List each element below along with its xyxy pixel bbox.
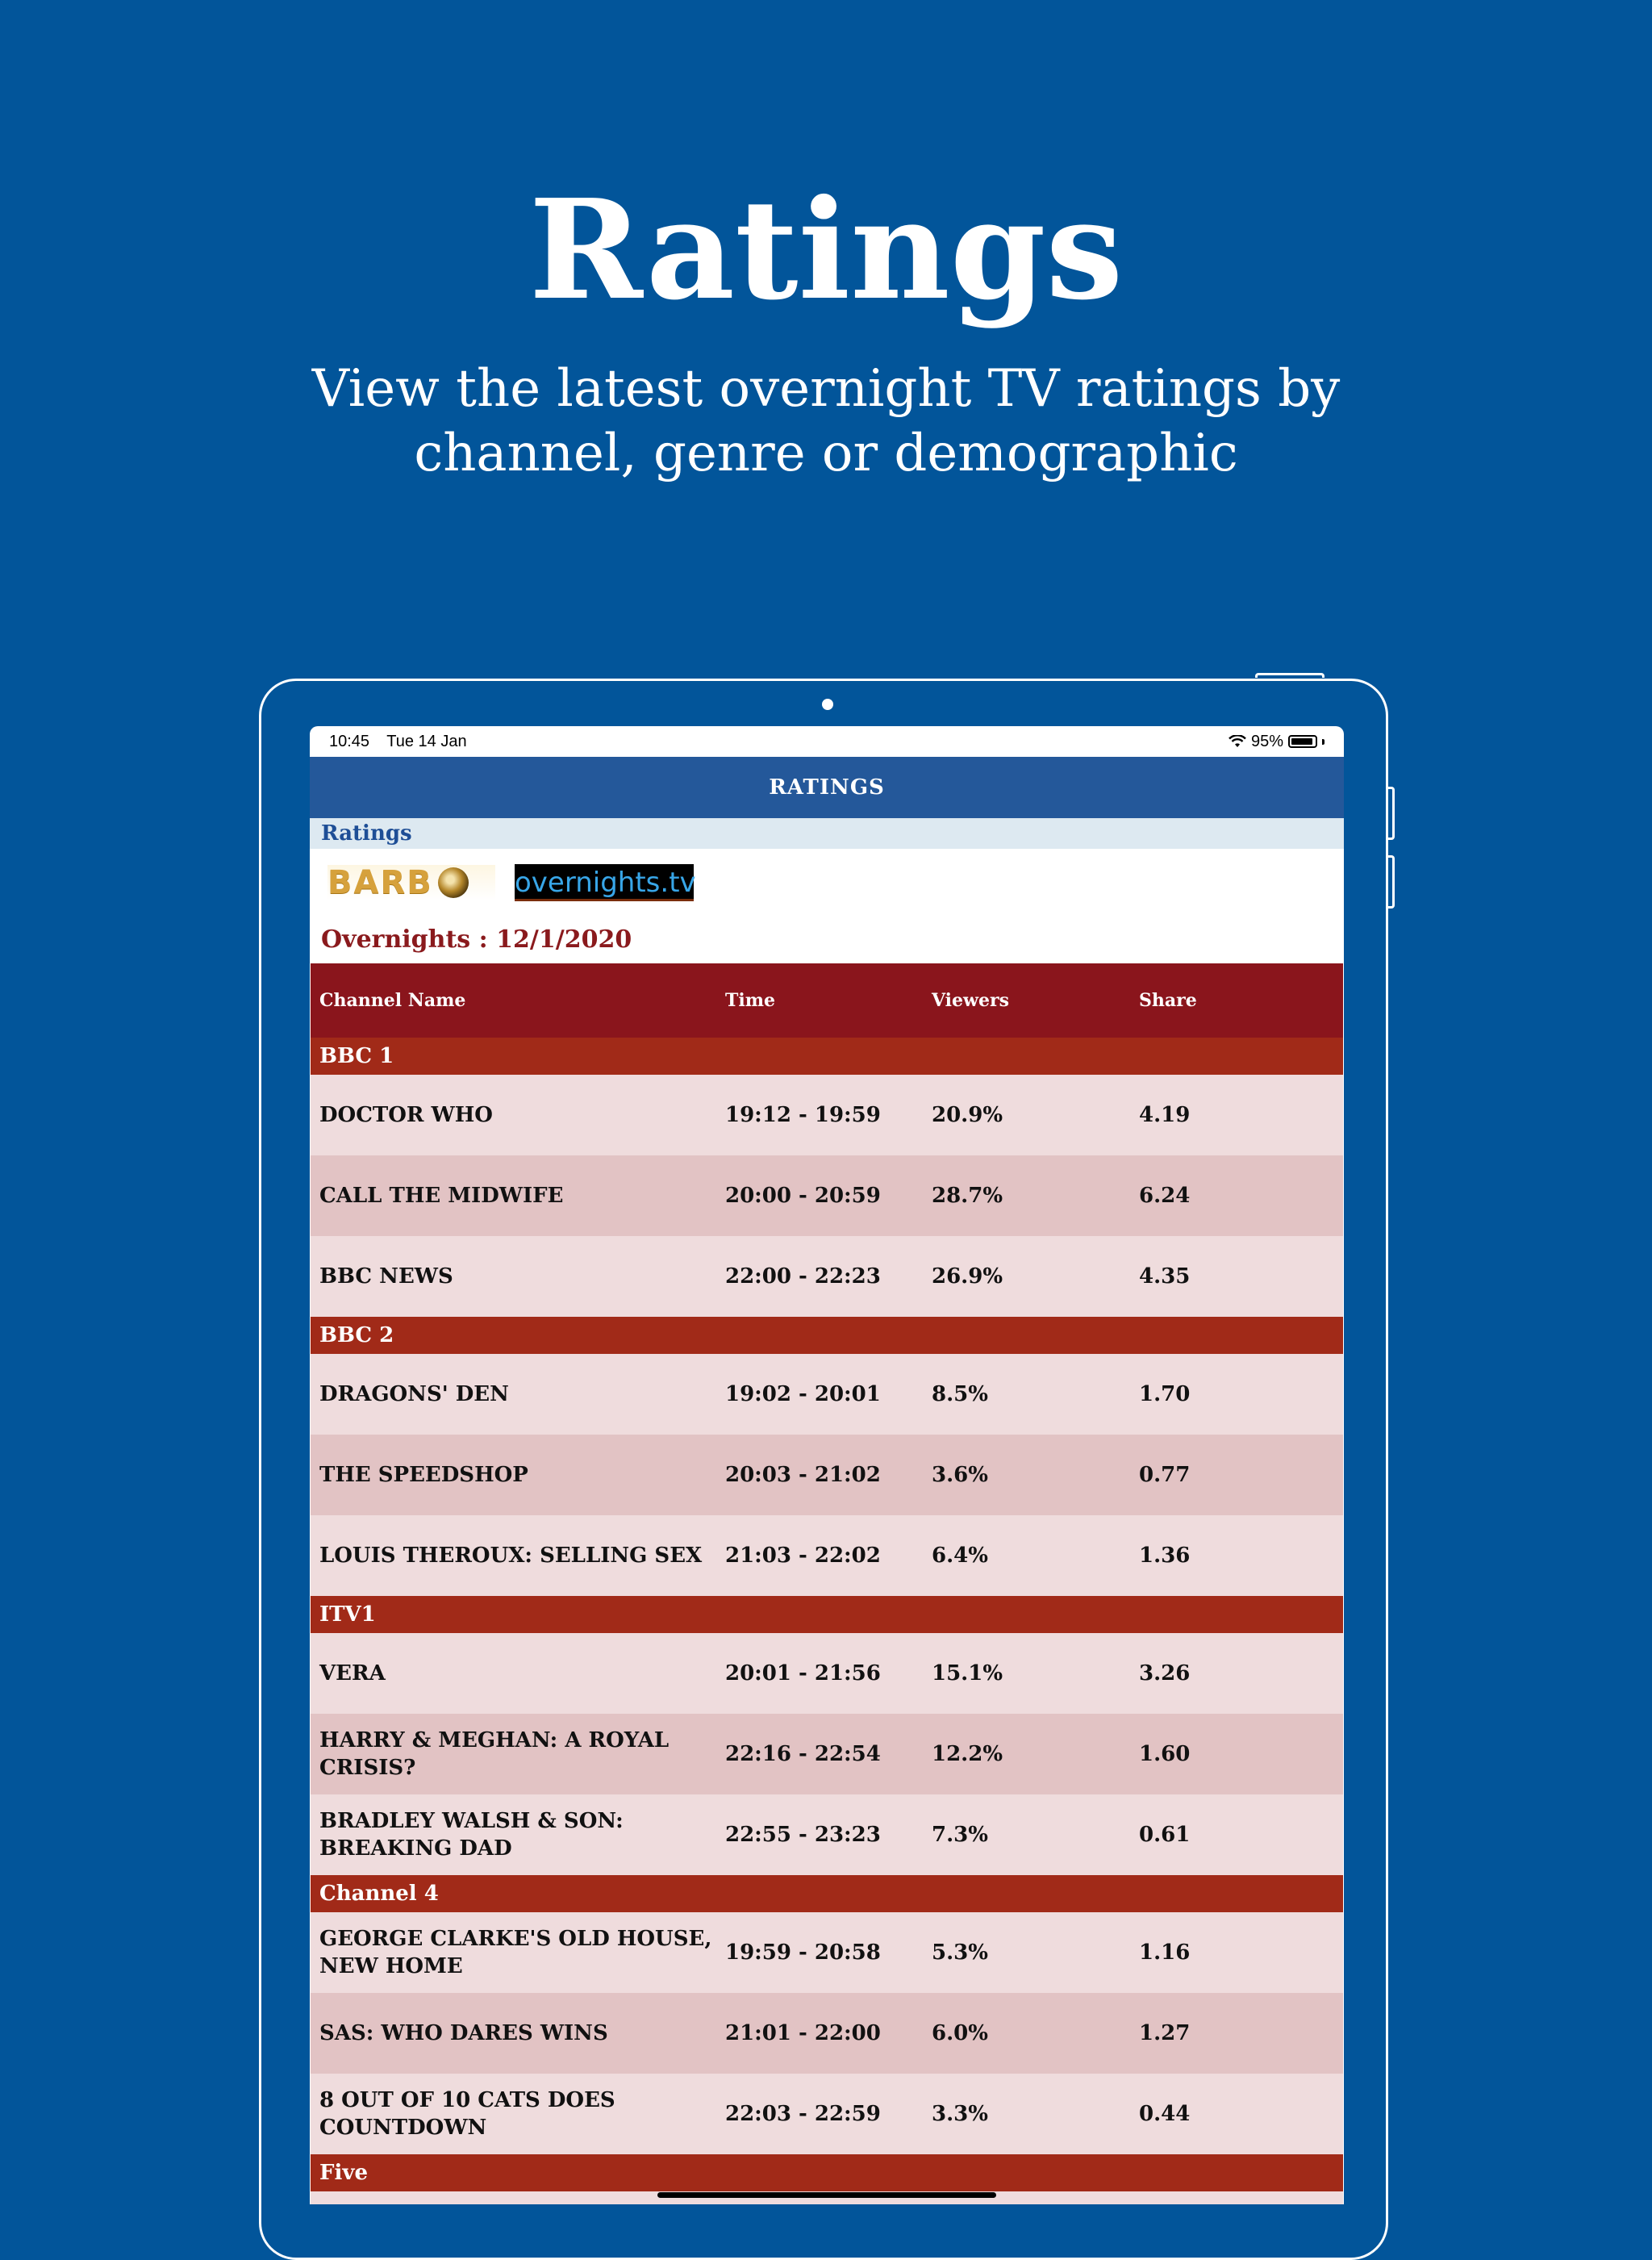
programme-share: 1.16 <box>1139 1940 1191 1965</box>
device-top-button <box>1255 673 1325 678</box>
programme-name: LOUIS THEROUX: SELLING SEX <box>319 1544 703 1568</box>
table-row[interactable] <box>311 1354 1343 1435</box>
programme-time: 21:01 - 22:00 <box>725 2021 881 2045</box>
programme-time: 19:12 - 19:59 <box>725 1103 881 1127</box>
barb-logo-text: BARB <box>327 864 433 901</box>
programme-time: 22:03 - 22:59 <box>725 2102 881 2126</box>
table-row[interactable] <box>311 1794 1343 1875</box>
programme-name: HARRY & MEGHAN: A ROYAL CRISIS? <box>319 1728 670 1780</box>
programme-viewers: 3.6% <box>932 1463 988 1487</box>
programme-viewers: 28.7% <box>932 1184 1003 1208</box>
channel-header-itv1: ITV1 <box>311 1596 1343 1633</box>
programme-name: GEORGE CLARKE'S OLD HOUSE, NEW HOME <box>319 1927 712 1978</box>
nav-title: RATINGS <box>769 775 885 800</box>
wifi-icon <box>1229 735 1246 748</box>
app-screen <box>310 726 1344 2204</box>
programme-share: 4.19 <box>1139 1103 1191 1127</box>
programme-time: 22:00 - 22:23 <box>725 1264 881 1289</box>
programme-time: 22:16 - 22:54 <box>725 1742 881 1766</box>
overnights-date-title: Overnights : 12/1/2020 <box>321 925 632 954</box>
programme-time: 19:59 - 20:58 <box>725 1940 881 1965</box>
camera-dot <box>822 699 833 710</box>
programme-name: VERA <box>319 1661 386 1686</box>
hero-subtitle: View the latest overnight TV ratings by channel, genre or demographic <box>311 359 1341 483</box>
programme-time: 20:03 - 21:02 <box>725 1463 881 1487</box>
table-header <box>311 963 1343 1038</box>
programme-name: SAS: WHO DARES WINS <box>319 2021 608 2045</box>
device-volume-up-button <box>1388 787 1395 840</box>
nav-bar <box>310 757 1344 818</box>
programme-share: 1.70 <box>1139 1382 1191 1406</box>
battery-icon <box>1288 735 1317 748</box>
table-row[interactable] <box>311 1515 1343 1596</box>
programme-name: 8 OUT OF 10 CATS DOES COUNTDOWN <box>319 2088 615 2140</box>
programme-viewers: 20.9% <box>932 1103 1003 1127</box>
table-row[interactable] <box>311 1912 1343 1993</box>
table-row[interactable] <box>311 1075 1343 1155</box>
programme-viewers: 3.3% <box>932 2102 988 2126</box>
header-viewers: Viewers <box>932 990 1009 1011</box>
ratings-table <box>311 963 1343 2204</box>
programme-share: 0.44 <box>1139 2102 1191 2126</box>
programme-viewers: 12.2% <box>932 1742 1003 1766</box>
header-channel-name: Channel Name <box>319 990 466 1011</box>
programme-share: 3.26 <box>1139 1661 1191 1686</box>
programme-viewers: 8.5% <box>932 1382 988 1406</box>
programme-share: 0.77 <box>1139 1463 1191 1487</box>
programme-viewers: 26.9% <box>932 1264 1003 1289</box>
channel-header-bbc2: BBC 2 <box>311 1317 1343 1354</box>
channel-header-five: Five <box>311 2154 1343 2191</box>
programme-viewers: 7.3% <box>932 1823 988 1847</box>
programme-share: 1.27 <box>1139 2021 1191 2045</box>
home-indicator[interactable] <box>657 2192 996 2198</box>
programme-name: DRAGONS' DEN <box>319 1382 509 1406</box>
hero-title: Ratings <box>528 169 1124 331</box>
programme-share: 4.35 <box>1139 1264 1191 1289</box>
programme-share: 6.24 <box>1139 1184 1191 1208</box>
programme-share: 0.61 <box>1139 1823 1191 1847</box>
table-row[interactable] <box>311 1435 1343 1515</box>
programme-viewers: 15.1% <box>932 1661 1003 1686</box>
programme-time: 19:02 - 20:01 <box>725 1382 881 1406</box>
barb-logo[interactable] <box>327 865 495 900</box>
table-row[interactable] <box>311 1633 1343 1714</box>
section-header: Ratings <box>310 818 1344 849</box>
header-share: Share <box>1139 990 1197 1011</box>
battery-percent: 95% <box>1250 732 1283 750</box>
barb-disc-icon <box>438 867 469 898</box>
header-time: Time <box>725 990 776 1011</box>
programme-time: 21:03 - 22:02 <box>725 1544 881 1568</box>
programme-name: BBC NEWS <box>319 1264 453 1289</box>
programme-name: CALL THE MIDWIFE <box>319 1184 564 1208</box>
status-time: 10:45 <box>329 732 370 750</box>
table-row[interactable] <box>311 1714 1343 1794</box>
programme-name: THE SPEEDSHOP <box>319 1463 528 1487</box>
programme-time: 22:55 - 23:23 <box>725 1823 881 1847</box>
channel-header-channel4: Channel 4 <box>311 1875 1343 1912</box>
channel-header-bbc1: BBC 1 <box>311 1038 1343 1075</box>
status-date: Tue 14 Jan <box>386 732 467 750</box>
programme-viewers: 5.3% <box>932 1940 988 1965</box>
programme-time: 20:01 - 21:56 <box>725 1661 881 1686</box>
programme-name: DOCTOR WHO <box>319 1103 493 1127</box>
battery-tip <box>1322 739 1325 745</box>
overnights-logo[interactable]: overnights.tv <box>515 864 694 901</box>
logo-row <box>310 849 1344 917</box>
programme-viewers: 6.4% <box>932 1544 988 1568</box>
table-row[interactable] <box>311 1236 1343 1317</box>
table-row[interactable] <box>311 1993 1343 2074</box>
programme-share: 1.60 <box>1139 1742 1191 1766</box>
status-bar <box>310 726 1344 757</box>
programme-share: 1.36 <box>1139 1544 1191 1568</box>
table-row[interactable] <box>311 1155 1343 1236</box>
programme-time: 20:00 - 20:59 <box>725 1184 881 1208</box>
programme-viewers: 6.0% <box>932 2021 988 2045</box>
programme-name: BRADLEY WALSH & SON: BREAKING DAD <box>319 1809 624 1861</box>
device-volume-down-button <box>1388 855 1395 909</box>
table-row[interactable] <box>311 2074 1343 2154</box>
